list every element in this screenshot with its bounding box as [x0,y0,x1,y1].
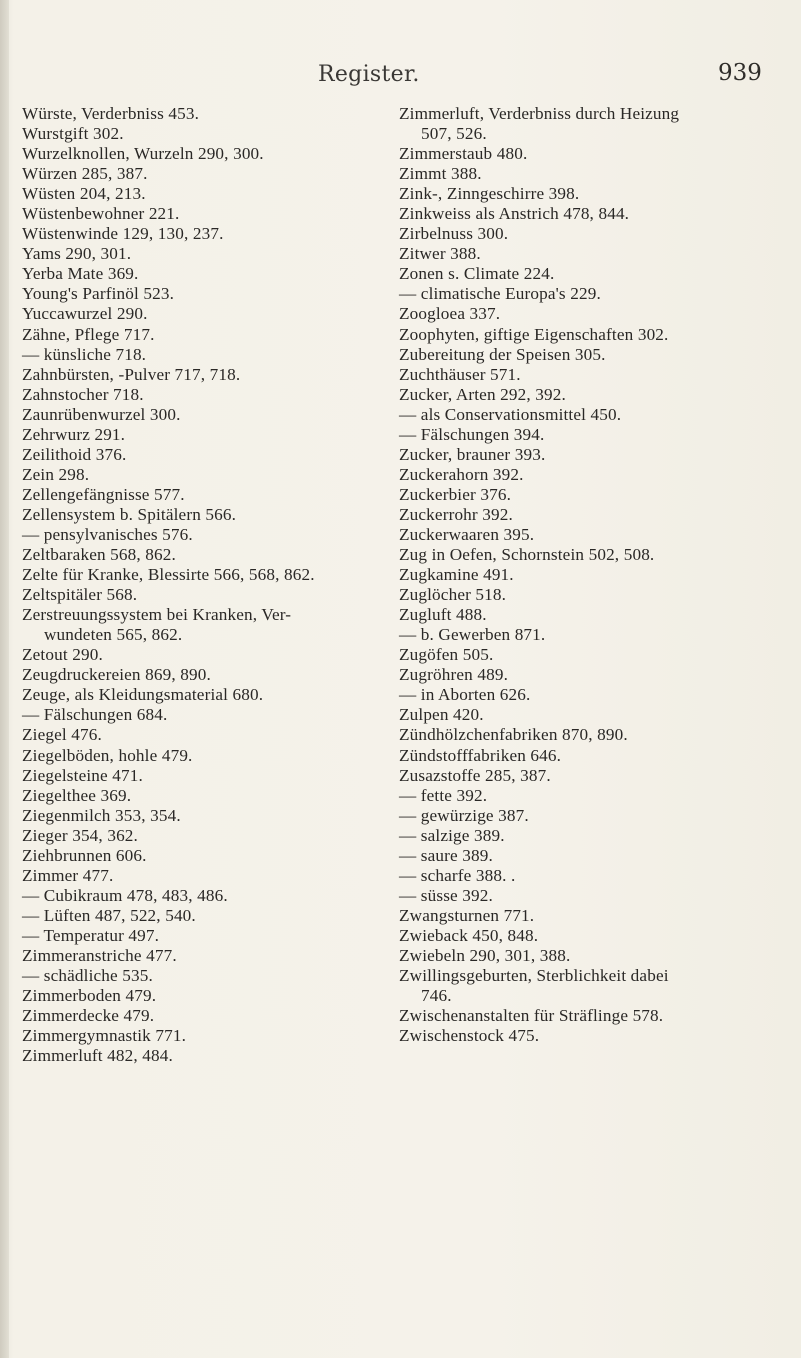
index-entry: Zubereitung der Speisen 305. [399,344,606,364]
index-entry: Zein 298. [22,464,90,484]
index-entry: — künsliche 718. [22,344,147,364]
running-head-title: Register. [318,62,420,87]
index-entry: — in Aborten 626. [399,685,531,705]
index-entry: Würste, Verderbniss 453. [22,104,200,123]
index-entry: Zwieback 450, 848. [399,925,539,945]
index-entry: Zeilithoid 376. [22,444,127,464]
index-entry: — Fälschungen 394. [399,424,545,444]
index-entry: Zahnstocher 718. [22,384,144,404]
index-entry: Ziegelthee 369. [22,785,132,805]
index-entry: Zoogloea 337. [399,304,501,324]
page-binding-edge [0,0,9,1358]
index-entry: Zimmeranstriche 477. [22,945,177,965]
page-number: 939 [718,60,762,86]
index-entry: Zugluft 488. [399,605,487,625]
index-entry: Zimmt 388. [399,164,482,184]
index-entry: Yerba Mate 369. [22,264,139,284]
index-entry: Zellensystem b. Spitälern 566. [22,504,237,524]
index-entry: Wüstenwinde 129, 130, 237. [22,224,224,244]
index-entry: Zwangsturnen 771. [399,905,535,925]
index-entry: Wüsten 204, 213. [22,184,146,204]
index-entry: Yuccawurzel 290. [22,304,148,324]
index-entry: Ziehbrunnen 606. [22,845,147,865]
index-entry: Zündhölzchenfabriken 870, 890. [399,725,628,745]
index-entry: Zwischenstock 475. [399,1026,540,1046]
index-entry: — schädliche 535. [22,966,153,986]
index-entry: — süsse 392. [399,885,493,905]
index-entry: Zuchthäuser 571. [399,364,521,384]
index-entry: Zimmerstaub 480. [399,144,528,164]
index-entry: Zinkweiss als Anstrich 478, 844. [399,204,630,224]
index-entry: Zieger 354, 362. [22,825,138,845]
index-entry: Zoophyten, giftige Eigenschaften 302. [399,324,669,344]
index-entry: Zimmerdecke 479. [22,1006,155,1026]
index-entry: — saure 389. [399,845,493,865]
index-entry: Zusazstoffe 285, 387. [399,765,551,785]
index-entry: Zucker, brauner 393. [399,444,546,464]
index-entry: Zerstreuungssystem bei Kranken, Ver- [22,605,292,625]
index-entry: Young's Parfinöl 523. [22,284,175,304]
index-entry-continuation: wundeten 565, 862. [44,625,183,645]
index-entry: Zucker, Arten 292, 392. [399,384,566,404]
index-entry: Zimmergymnastik 771. [22,1026,187,1046]
index-entry-continuation: 746. [421,986,452,1006]
index-entry: Zugöfen 505. [399,645,494,665]
index-entry: — Cubikraum 478, 483, 486. [22,885,228,905]
index-entry: — fette 392. [399,785,488,805]
index-entry: Zahnbürsten, -Pulver 717, 718. [22,364,241,384]
index-entry: Zeugdruckereien 869, 890. [22,665,211,685]
index-entry: — Lüften 487, 522, 540. [22,905,196,925]
index-entry: Zimmer 477. [22,865,114,885]
index-entry: Zellengefängnisse 577. [22,484,185,504]
index-entry: Zimmerluft, Verderbniss durch Heizung [399,104,680,123]
index-entry: Zuckerwaaren 395. [399,524,535,544]
index-entry: Zuckerahorn 392. [399,464,524,484]
index-column-left [22,104,392,1066]
index-entry: Zugkamine 491. [399,565,514,585]
index-entry: Zonen s. Climate 224. [399,264,555,284]
index-entry: — scharfe 388. . [399,865,516,885]
index-entry: Zimmerboden 479. [22,986,157,1006]
index-entry: Zwillingsgeburten, Sterblichkeit dabei [399,966,669,986]
index-entry: Zug in Oefen, Schornstein 502, 508. [399,545,655,565]
index-entry: Zehrwurz 291. [22,424,126,444]
index-entry: — Temperatur 497. [22,925,160,945]
index-entry: Zuckerbier 376. [399,484,512,504]
index-entry: Wurzelknollen, Wurzeln 290, 300. [22,144,264,164]
index-entry: Wurstgift 302. [22,124,124,144]
index-entry: Wüstenbewohner 221. [22,204,180,224]
index-entry: Zeltbaraken 568, 862. [22,545,176,565]
index-entry: Zulpen 420. [399,705,484,725]
index-entry: Zelte für Kranke, Blessirte 566, 568, 862. [22,565,315,585]
index-entry: Zeuge, als Kleidungsmaterial 680. [22,685,264,705]
index-entry: Zaunrübenwurzel 300. [22,404,181,424]
index-entry: — b. Gewerben 871. [399,625,546,645]
index-entry: — salzige 389. [399,825,505,845]
index-entry: Zimmerluft 482, 484. [22,1046,173,1066]
index-entry: Würzen 285, 387. [22,164,148,184]
index-column-right [399,104,797,1046]
index-entry: Zitwer 388. [399,244,481,264]
index-entry: — gewürzige 387. [399,805,529,825]
index-entry: Zwiebeln 290, 301, 388. [399,945,571,965]
index-entry: — als Conservationsmittel 450. [399,404,622,424]
index-entry: Zirbelnuss 300. [399,224,509,244]
index-entry: Zündstofffabriken 646. [399,745,562,765]
index-entry: Zetout 290. [22,645,103,665]
index-entry: Zuckerrohr 392. [399,504,513,524]
index-entry: Ziegel 476. [22,725,102,745]
index-entry: Ziegelböden, hohle 479. [22,745,193,765]
index-entry: Zeltspitäler 568. [22,585,138,605]
index-entry: Ziegelsteine 471. [22,765,143,785]
index-entry: Zwischenanstalten für Sträflinge 578. [399,1006,664,1026]
index-entry: — pensylvanisches 576. [22,524,193,544]
index-entry: — Fälschungen 684. [22,705,168,725]
index-entry-continuation: 507, 526. [421,124,487,144]
index-entry: — climatische Europa's 229. [399,284,601,304]
index-entry: Zähne, Pflege 717. [22,324,155,344]
index-entry: Zink-, Zinngeschirre 398. [399,184,580,204]
index-entry: Zugröhren 489. [399,665,509,685]
index-entry: Yams 290, 301. [22,244,132,264]
index-entry: Zuglöcher 518. [399,585,507,605]
index-entry: Ziegenmilch 353, 354. [22,805,181,825]
